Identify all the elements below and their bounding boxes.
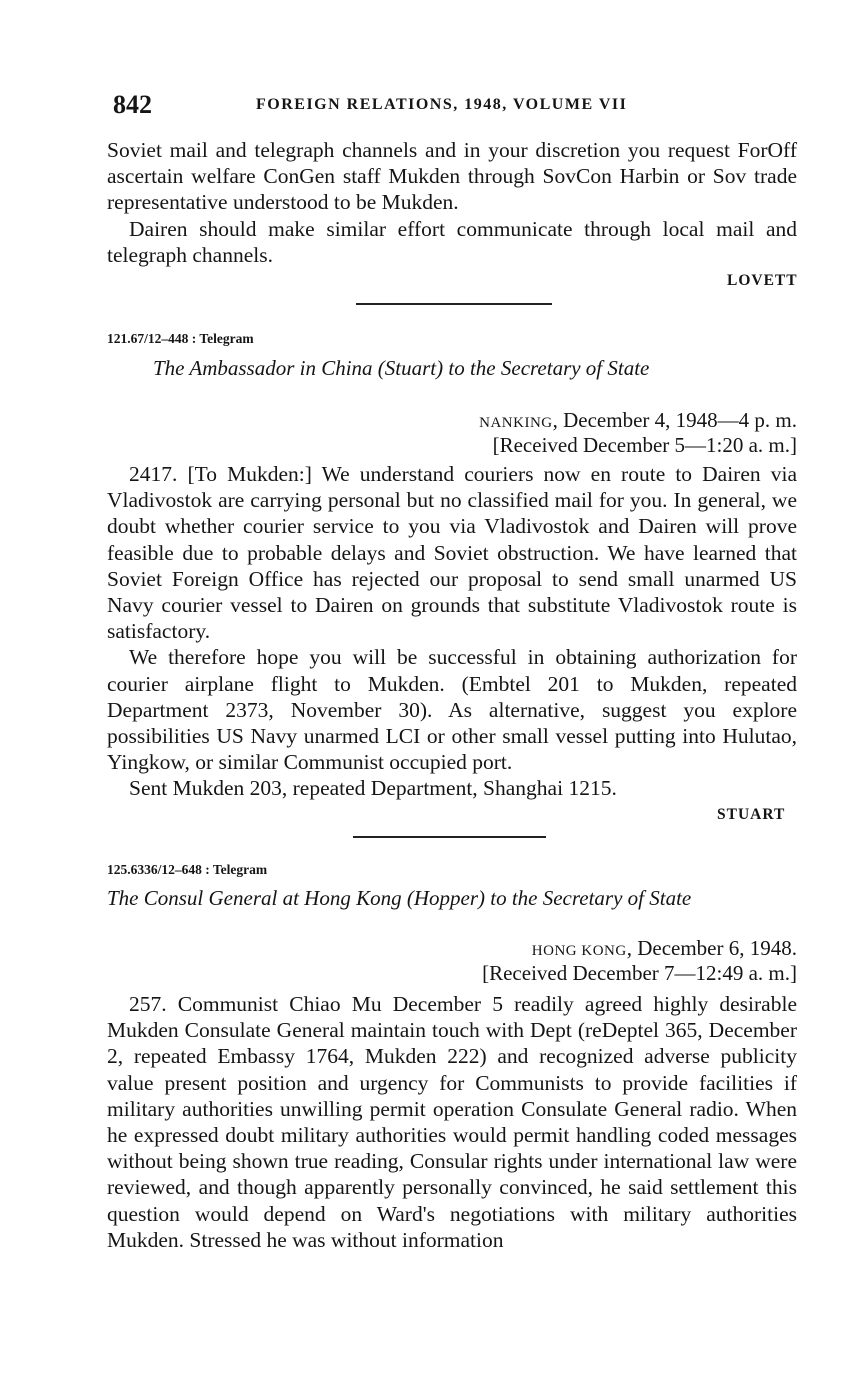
dateline: HONG KONG, December 6, 1948.: [531, 936, 797, 960]
signature-stuart: STUART: [717, 806, 786, 823]
continuation-text: [107, 137, 797, 268]
file-reference: 125.6336/12–648 : Telegram: [107, 862, 268, 877]
received-line: [Received December 5—1:20 a. m.]: [492, 433, 797, 457]
document-title: The Ambassador in China (Stuart) to the Secretary of State: [153, 356, 650, 380]
document-title: The Consul General at Hong Kong (Hopper) to the Secretary of State: [107, 886, 692, 910]
dateline: NANKING, December 4, 1948—4 p. m.: [479, 408, 797, 432]
received-line: [Received December 7—12:49 a. m.]: [482, 961, 797, 985]
telegram-paragraph: 2417. [To Mukden:] We understand couriers now en route to Dairen via Vladivostok are carrying personal but no classified mail for you. In general, we doubt whether courier service to you via Vladivostok and Dairen will prove feasible due to probable delays and Soviet obstruction. We have learned that Soviet Foreign Office has rejected our proposal to send small unarmed US Navy courier vessel to Dairen on grounds that substitute Vladivostok route is satisfactory.: [107, 462, 797, 644]
telegram-paragraph: 257. Communist Chiao Mu December 5 readily agreed highly desirable Mukden Consulate General maintain touch with Dept (reDeptel 365, December 2, repeated Embassy 1764, Mukden 222) and recognized adverse publicity value present position and urgency for Communists to provide facilities if military authorities unwilling permit operation Consulate General radio. When he expressed doubt military authorities would permit handling coded messages without being shown true reading, Consular rights under international law were reviewed, and though apparently personally convinced, he said settlement this question would depend on Ward's negotiations with military authorities Mukden. Stressed he was without information: [107, 992, 797, 1252]
signature-lovett: LOVETT: [727, 272, 798, 289]
telegram-body: [107, 991, 797, 1253]
running-title: FOREIGN RELATIONS, 1948, VOLUME VII: [256, 96, 628, 113]
telegram-paragraph: We therefore hope you will be successful in obtaining authorization for courier airplane flight to Mukden. (Embtel 201 to Mukden, repeated Department 2373, November 30). As alternative, suggest you explore possibilities US Navy unarmed LCI or other small vessel putting into Hulutao, Yingkow, or similar Communist occupied port.: [107, 645, 797, 775]
file-reference: 121.67/12–448 : Telegram: [107, 331, 254, 346]
page-number: 842: [113, 90, 152, 119]
telegram-paragraph: Sent Mukden 203, repeated Department, Shanghai 1215.: [129, 776, 617, 801]
telegram-body: [107, 461, 797, 802]
continuation-paragraph: Dairen should make similar effort communicate through local mail and telegraph channels.: [107, 216, 797, 267]
continuation-paragraph: Soviet mail and telegraph channels and in your discretion you request ForOff ascertain welfare ConGen staff Mukden through SovCon Harbin or Sov trade representative understood to be Mukden.: [107, 138, 797, 215]
page-header: [113, 90, 813, 124]
section-divider: [353, 836, 546, 838]
section-divider: [356, 303, 552, 305]
